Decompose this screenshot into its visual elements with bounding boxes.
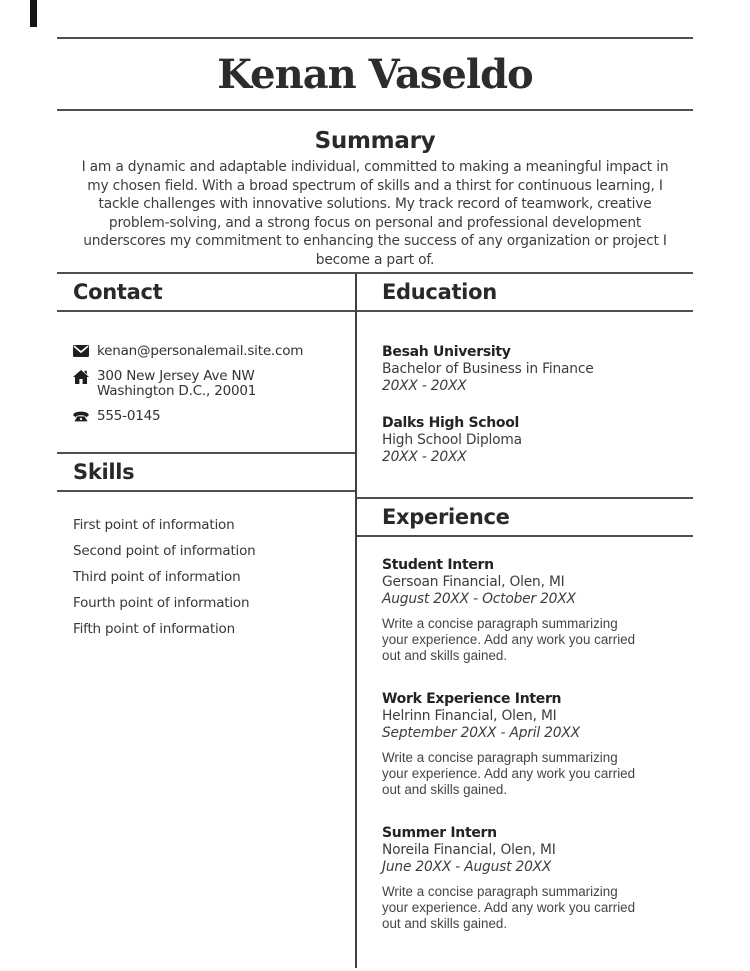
contact-row-phone	[73, 409, 343, 425]
contact-list	[57, 312, 355, 424]
education-entry	[382, 415, 677, 465]
degree: High School Diploma	[382, 432, 522, 448]
company: Noreila Financial, Olen, MI	[382, 842, 556, 858]
school-name: Dalks High School	[382, 415, 520, 431]
education-dates: 20XX - 20XX	[382, 377, 467, 394]
degree: Bachelor of Business in Finance	[382, 361, 594, 377]
education-list	[357, 312, 693, 465]
job-description: Write a concise paragraph summarizing your experience. Add any work you carried out and skills gained.	[382, 884, 636, 931]
text-caret	[30, 0, 37, 27]
contact-row-address	[73, 369, 343, 400]
education-entry	[382, 344, 677, 394]
job-description: Write a concise paragraph summarizing your experience. Add any work you carried out and skills gained.	[382, 616, 636, 663]
skills-list	[57, 492, 355, 642]
contact-row-email	[73, 344, 343, 360]
summary-heading: Summary	[314, 128, 436, 154]
job-dates: August 20XX - October 20XX	[382, 590, 576, 607]
home-icon	[73, 369, 90, 400]
job-title: Summer Intern	[382, 825, 497, 841]
skill-item: Fourth point of information	[73, 595, 250, 611]
page-title: Kenan Vaseldo	[217, 51, 533, 98]
experience-entry	[382, 557, 677, 664]
education-heading: Education	[357, 274, 693, 312]
header-top-rule	[57, 37, 693, 39]
phone-icon	[73, 409, 90, 425]
education-dates: 20XX - 20XX	[382, 448, 467, 465]
contact-email-text: kenan@personalemail.site.com	[97, 343, 304, 359]
job-dates: September 20XX - April 20XX	[382, 724, 580, 741]
two-column-body	[57, 272, 693, 968]
contact-phone-text: 555-0145	[97, 407, 161, 424]
right-column	[355, 274, 693, 968]
skills-heading: Skills	[57, 452, 355, 492]
envelope-icon	[73, 344, 90, 360]
experience-entry	[382, 691, 677, 798]
experience-heading: Experience	[357, 497, 693, 537]
left-column	[57, 274, 355, 968]
job-dates: June 20XX - August 20XX	[382, 858, 552, 875]
experience-entry	[382, 825, 677, 932]
company: Gersoan Financial, Olen, MI	[382, 574, 565, 590]
job-title: Work Experience Intern	[382, 691, 562, 707]
contact-address-text	[97, 369, 256, 400]
header-bottom-rule	[57, 109, 693, 111]
job-title: Student Intern	[382, 557, 494, 573]
address-line-1: 300 New Jersey Ave NW	[97, 367, 255, 384]
skill-item: Fifth point of information	[73, 621, 235, 637]
job-description: Write a concise paragraph summarizing your experience. Add any work you carried out and skills gained.	[382, 750, 636, 797]
school-name: Besah University	[382, 344, 511, 360]
experience-list	[357, 537, 693, 932]
summary-paragraph: I am a dynamic and adaptable individual, committed to making a meaningful impact in my chosen field. With a broad spectrum of skills and a thirst for continuous learning, I tackle challenges with innovative solutions. My track record of teamwork, creative problem-solving, and a strong focus on personal and professional development underscores my commitment to enhancing the success of any organization or project I become a part of.	[81, 159, 669, 268]
address-line-2: Washington D.C., 20001	[97, 383, 257, 399]
skill-item: Second point of information	[73, 543, 256, 559]
skill-item: Third point of information	[73, 569, 241, 585]
contact-heading: Contact	[57, 274, 355, 312]
skill-item: First point of information	[73, 517, 235, 533]
company: Helrinn Financial, Olen, MI	[382, 708, 557, 724]
